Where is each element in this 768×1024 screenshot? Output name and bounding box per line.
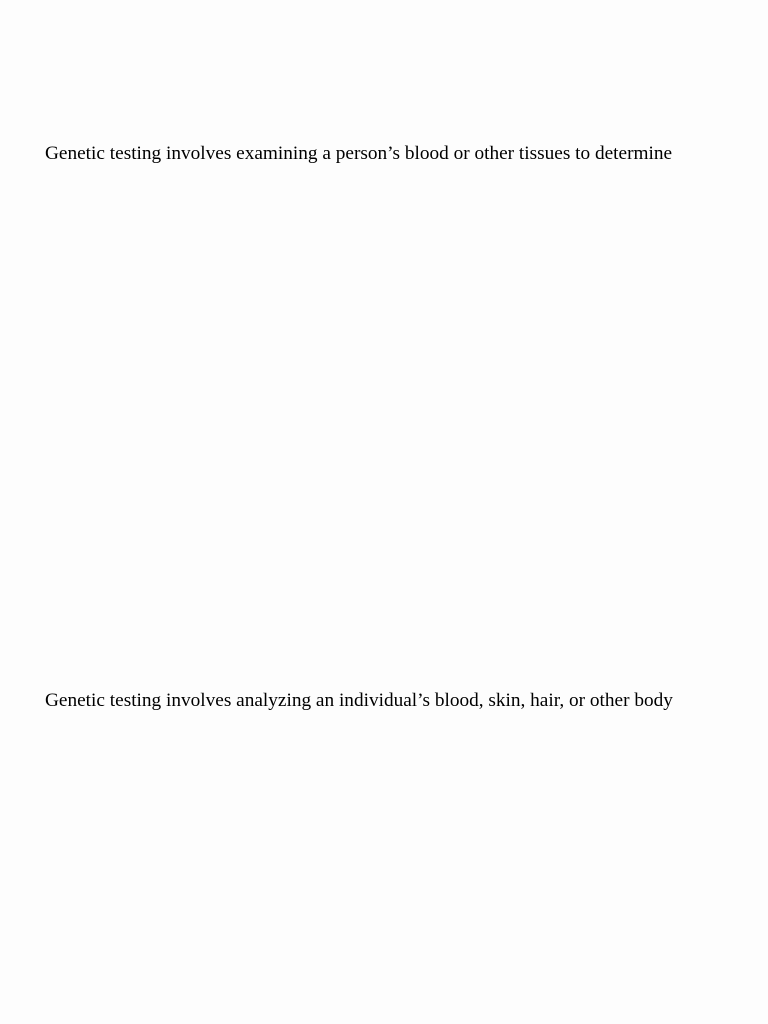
paragraph-text: Genetic testing involves examining a person’s blood or other tissues to determine [45, 143, 673, 164]
paragraph-text: Genetic testing involves analyzing an individual’s blood, skin, hair, or other body [45, 690, 673, 711]
